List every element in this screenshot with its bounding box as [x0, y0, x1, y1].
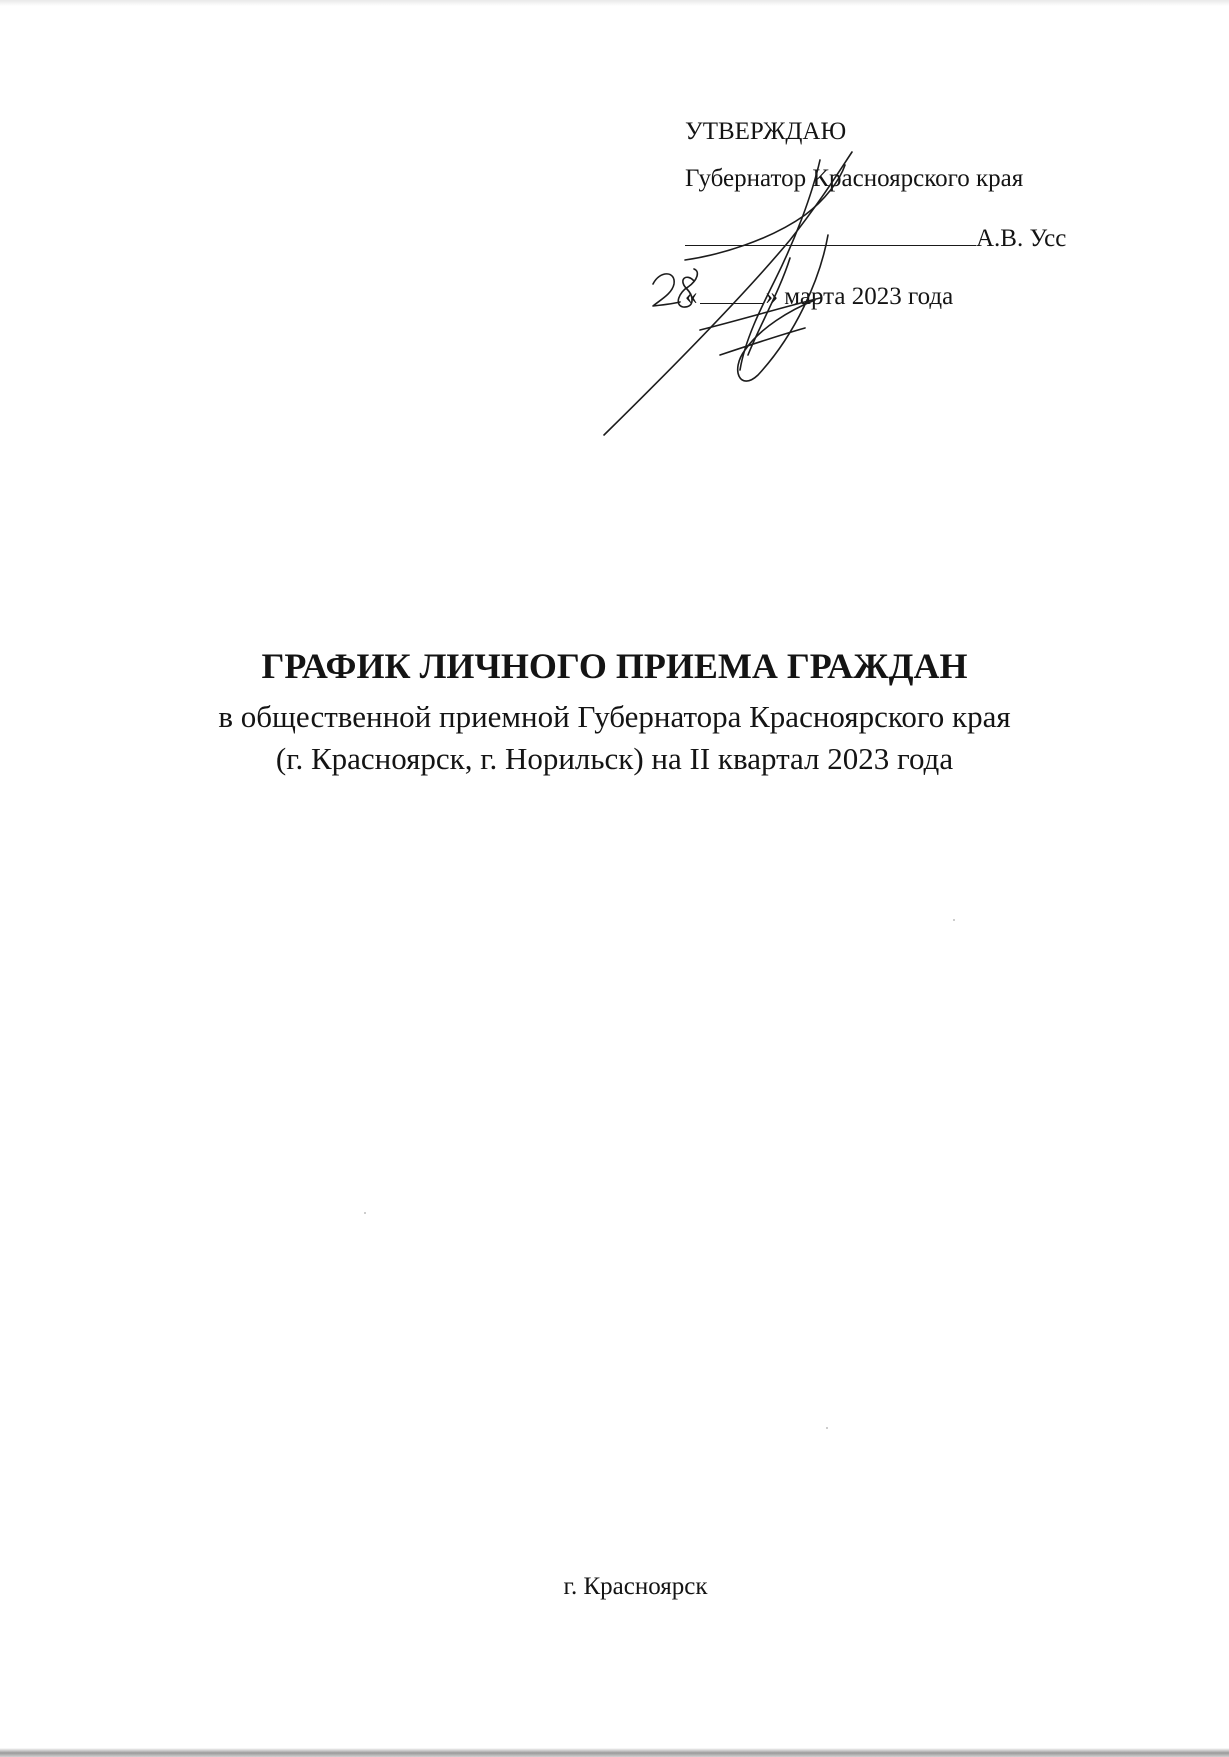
approval-position: Губернатор Красноярского края — [685, 165, 1024, 192]
date-open-quote: « — [685, 283, 698, 310]
document-subtitle — [0, 696, 1229, 780]
signature-underline — [685, 223, 976, 246]
place-of-issue: г. Красноярск — [563, 1573, 708, 1600]
scan-speck — [953, 919, 955, 921]
approval-heading: УТВЕРЖДАЮ — [685, 118, 847, 145]
scan-speck — [826, 1427, 828, 1429]
signatory-name: А.В. Усс — [976, 225, 1067, 252]
scan-speck — [364, 1212, 366, 1214]
scan-top-edge — [0, 0, 1229, 6]
signature-line — [685, 223, 1066, 253]
document-title: ГРАФИК ЛИЧНОГО ПРИЕМА ГРАЖДАН — [261, 646, 968, 686]
approval-date — [685, 281, 953, 311]
date-rest: » марта 2023 года — [765, 283, 954, 310]
scan-bottom-edge — [0, 1748, 1229, 1757]
title-block — [0, 644, 1229, 780]
date-day-underline — [700, 281, 764, 304]
subtitle-line-1: в общественной приемной Губернатора Красноярского края — [218, 699, 1011, 734]
subtitle-line-2: (г. Красноярск, г. Норильск) на II квартал 2023 года — [275, 741, 954, 776]
